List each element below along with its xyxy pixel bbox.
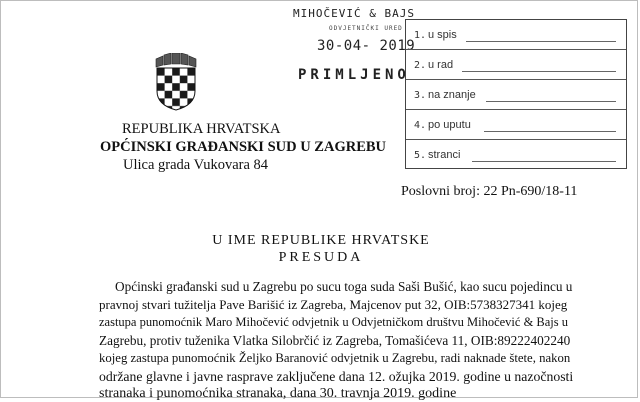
stamp-row-label: stranci bbox=[428, 149, 461, 161]
stamp-row-number: 2. bbox=[414, 60, 427, 71]
coat-of-arms-icon bbox=[153, 53, 199, 111]
stamp-fill-line bbox=[462, 71, 616, 72]
paragraph-line: održane glavne i javne rasprave zaključene dana 12. ožujka 2019. godine u nazočnosti bbox=[99, 369, 574, 384]
stamp-date: 30-04- 2019 bbox=[317, 38, 416, 54]
stamp-fill-line bbox=[466, 41, 616, 42]
stamp-fill-line bbox=[472, 161, 616, 162]
routing-stamp-box bbox=[405, 19, 627, 169]
stamp-row-number: 5. bbox=[414, 150, 427, 161]
stamp-row bbox=[406, 80, 626, 110]
stamp-row-label: u spis bbox=[428, 29, 457, 41]
stamp-firm-subtitle: ODVJETNIČKI URED bbox=[329, 25, 403, 32]
country-name: REPUBLIKA HRVATSKA bbox=[122, 121, 281, 137]
stamp-row-number: 1. bbox=[414, 30, 427, 41]
paragraph-line: pravnoj stvari tužitelja Pave Barišić iz Zagreba, Majcenov put 32, OIB:5738327341 kojeg bbox=[99, 297, 568, 312]
paragraph-line: Općinski građanski sud u Zagrebu po sucu toga suda Saši Bušić, kao sucu pojedincu u bbox=[115, 279, 573, 294]
paragraph-line: kojeg zastupa punomoćnik Željko Baranović odvjetnik u Zagrebu, radi naknade štete, nakon bbox=[99, 351, 571, 365]
stamp-row bbox=[406, 140, 626, 170]
stamp-row bbox=[406, 50, 626, 80]
case-number: Poslovni broj: 22 Pn-690/18-11 bbox=[401, 184, 578, 199]
paragraph-line: stranaka i punomoćnika stranaka, dana 30. travnja 2019. godine bbox=[99, 386, 457, 401]
paragraph-line: zastupa punomoćnik Maro Mihočević odvjetnik u Odvjetničkom društvu Mihočević & Bajs u bbox=[99, 315, 569, 329]
stamp-row-label: u rad bbox=[428, 59, 454, 71]
court-name: OPĆINSKI GRAĐANSKI SUD U ZAGREBU bbox=[100, 139, 387, 155]
stamp-row bbox=[406, 110, 626, 140]
judgment-heading: U IME REPUBLIKE HRVATSKE bbox=[212, 233, 430, 248]
stamp-row-number: 3. bbox=[414, 90, 427, 101]
judgment-title: PRESUDA bbox=[278, 250, 364, 265]
stamp-row-label: po uputu bbox=[428, 119, 471, 131]
stamp-row-label: na znanje bbox=[428, 89, 476, 101]
stamp-firm-name: MIHOČEVIĆ & BAJS bbox=[293, 7, 415, 20]
court-address: Ulica grada Vukovara 84 bbox=[123, 157, 269, 173]
stamp-row-number: 4. bbox=[414, 120, 427, 131]
paragraph-line: Zagrebu, protiv tuženika Vlatka Silobrčić iz Zagreba, Tomašićeva 11, OIB:89222402240 bbox=[99, 333, 571, 348]
stamp-received: PRIMLJENO bbox=[298, 67, 410, 83]
stamp-fill-line bbox=[484, 131, 616, 132]
stamp-fill-line bbox=[486, 101, 616, 102]
stamp-row bbox=[406, 20, 626, 50]
